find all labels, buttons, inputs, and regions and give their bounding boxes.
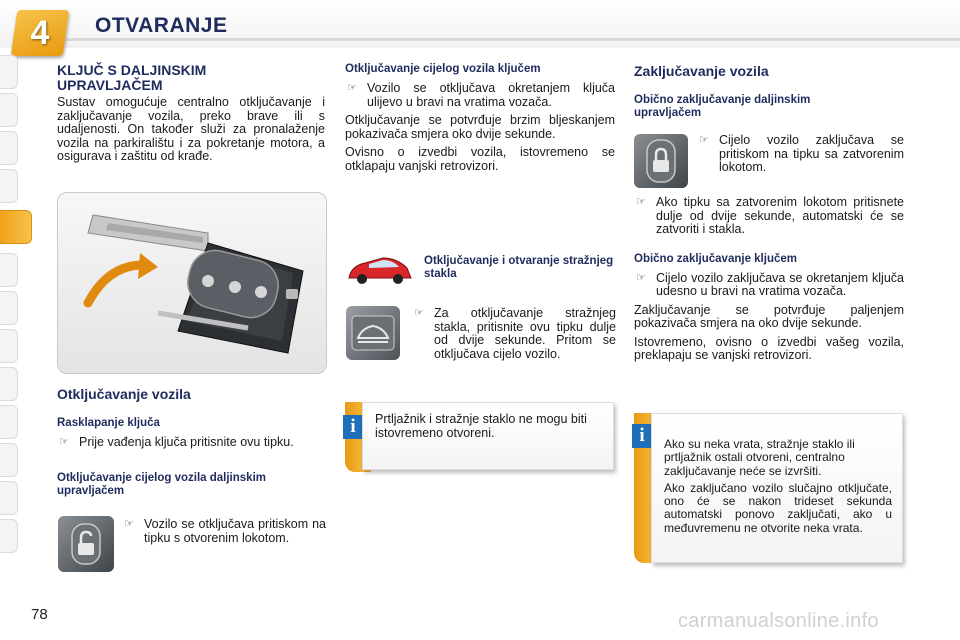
info-tailgate-text: Prtljažnik i stražnje staklo ne mogu biti istovremeno otvoreni.	[375, 412, 587, 440]
key-unlock-instruction	[345, 82, 615, 109]
middle-column	[345, 63, 615, 173]
left-column	[57, 63, 325, 164]
remote-lock-bullet	[697, 134, 904, 175]
info-locking-text-1: Ako su neka vrata, stražnje staklo ili prtljažnik ostali otvoreni, centralno zaključavanje neće se izvršiti.	[664, 437, 855, 478]
key-lock-text: Cijelo vozilo zaključava se okretanjem ključa udesno u bravi na vratima vozača.	[656, 270, 904, 298]
chapter-tabs	[0, 55, 22, 575]
chapter-tab[interactable]	[0, 443, 18, 477]
info-locking-text-2: Ako zaključano vozilo slučajno otključate, ono će se nakon trideset sekunda automatski ponovo zaključati, ako u međuvremenu ne otvorite neka vrata.	[664, 480, 892, 535]
chapter-tab[interactable]	[0, 405, 18, 439]
mirrors-fold-text: Istovremeno, ovisno o izvedbi vašeg vozila, preklapaju se vanjski retrovizori.	[634, 334, 904, 362]
remote-unlock-heading: Otključavanje cijelog vozila daljinskim upravljačem	[57, 471, 266, 497]
chapter-tab[interactable]	[0, 55, 18, 89]
key-lock-instruction	[634, 272, 904, 299]
fold-heading: Rasklapanje ključa	[57, 417, 160, 429]
chapter-tab-active[interactable]	[0, 210, 32, 244]
lock-confirm-text: Zaključavanje se potvrđuje paljenjem pokazivača smjera na oko dvije sekunde.	[634, 302, 904, 330]
chapter-badge	[11, 10, 69, 56]
pointing-hand-icon: ☞	[124, 518, 134, 530]
chapter-title: OTVARANJE	[95, 14, 228, 37]
fold-instruction	[57, 436, 325, 450]
unlock-heading: Otključavanje vozila	[57, 386, 191, 402]
chapter-number: 4	[30, 14, 50, 52]
info-icon: i	[343, 415, 363, 439]
key-lock-heading: Obično zaključavanje ključem	[634, 252, 797, 265]
remote-lock-heading: Obično zaključavanje daljinskim upravljačem	[634, 94, 811, 119]
remote-unlock-text: Vozilo se otključava pritiskom na tipku s otvorenim lokotom.	[144, 517, 326, 545]
open-padlock-icon	[58, 516, 114, 572]
pointing-hand-icon: ☞	[699, 134, 709, 146]
pointing-hand-icon: ☞	[636, 196, 646, 208]
pointing-hand-icon: ☞	[347, 82, 357, 94]
pointing-hand-icon: ☞	[414, 307, 424, 319]
hold-lock-text: Ako tipku sa zatvorenim lokotom pritisnete dulje od dvije sekunde, automatski će se zatvoriti i stakla.	[656, 195, 904, 236]
unlock-button-photo	[58, 516, 114, 572]
chapter-tab[interactable]	[0, 169, 18, 203]
closed-padlock-icon	[634, 134, 688, 188]
remote-unlock-bullet	[122, 518, 326, 545]
right-column	[634, 63, 904, 120]
rear-glass-icon	[346, 306, 400, 360]
key-unlock-heading: Otključavanje cijelog vozila ključem	[345, 63, 541, 75]
chapter-tab[interactable]	[0, 519, 18, 553]
rear-glass-button-photo	[346, 306, 400, 360]
unlock-section	[57, 386, 325, 498]
rear-glass-instruction	[412, 307, 616, 361]
info-icon: i	[632, 424, 652, 448]
rear-glass-bullet	[412, 307, 616, 361]
fold-instruction-text: Prije vađenja ključa pritisnite ovu tipku.	[79, 435, 294, 449]
car-rear-icon	[345, 252, 415, 288]
lock-button-photo	[634, 134, 688, 188]
chapter-tab[interactable]	[0, 329, 18, 363]
chapter-tab[interactable]	[0, 367, 18, 401]
chapter-tab[interactable]	[0, 253, 18, 287]
remote-lock-instruction	[697, 134, 904, 175]
key-remote-heading: KLJUČ S DALJINSKIM UPRAVLJAČEM	[57, 62, 207, 93]
pointing-hand-icon: ☞	[636, 271, 646, 284]
mirrors-unfold-text: Ovisno o izvedbi vozila, istovremeno se otklapaju vanjski retrovizori.	[345, 145, 615, 173]
key-fob-illustration	[58, 193, 328, 375]
chapter-tab[interactable]	[0, 481, 18, 515]
header-divider	[66, 38, 960, 41]
hold-lock-instruction	[634, 196, 904, 237]
chapter-tab[interactable]	[0, 93, 18, 127]
info-box-locking	[651, 413, 903, 563]
rear-glass-heading: Otključavanje i otvaranje stražnjeg stakla	[424, 255, 614, 280]
remote-unlock-instruction	[122, 518, 326, 545]
unlock-confirm-text: Otključavanje se potvrđuje brzim bljeskanjem pokazivača smjera oko dvije sekunde.	[345, 113, 615, 141]
key-unlock-text: Vozilo se otključava okretanjem ključa ulijevo u bravi na vratima vozača.	[367, 81, 615, 109]
chapter-tab[interactable]	[0, 131, 18, 165]
remote-lock-text: Cijelo vozilo zaključava se pritiskom na tipku sa zatvorenim lokotom.	[719, 133, 904, 174]
rear-glass-heading-block	[424, 255, 614, 281]
rear-glass-text: Za otključavanje stražnjeg stakla, pritisnite ovu tipku dulje od dvije sekunde. Pritom se otključava cijelo vozilo.	[434, 306, 616, 361]
watermark: carmanualsonline.info	[678, 610, 879, 632]
key-fob-photo	[57, 192, 327, 374]
lock-heading: Zaključavanje vozila	[634, 63, 769, 79]
page-number: 78	[31, 606, 48, 623]
key-remote-intro: Sustav omogućuje centralno otključavanje i zaključavanje vozila, preko brave ili s udaljenosti. On također služi za pronalaženje vozila na parkiralištu i za pokretanje motora, a osigurava i zaštitu od krađe.	[57, 95, 325, 163]
right-column-lower	[634, 196, 904, 363]
chapter-tab[interactable]	[0, 291, 18, 325]
pointing-hand-icon: ☞	[59, 436, 69, 448]
info-box-tailgate	[362, 402, 614, 470]
